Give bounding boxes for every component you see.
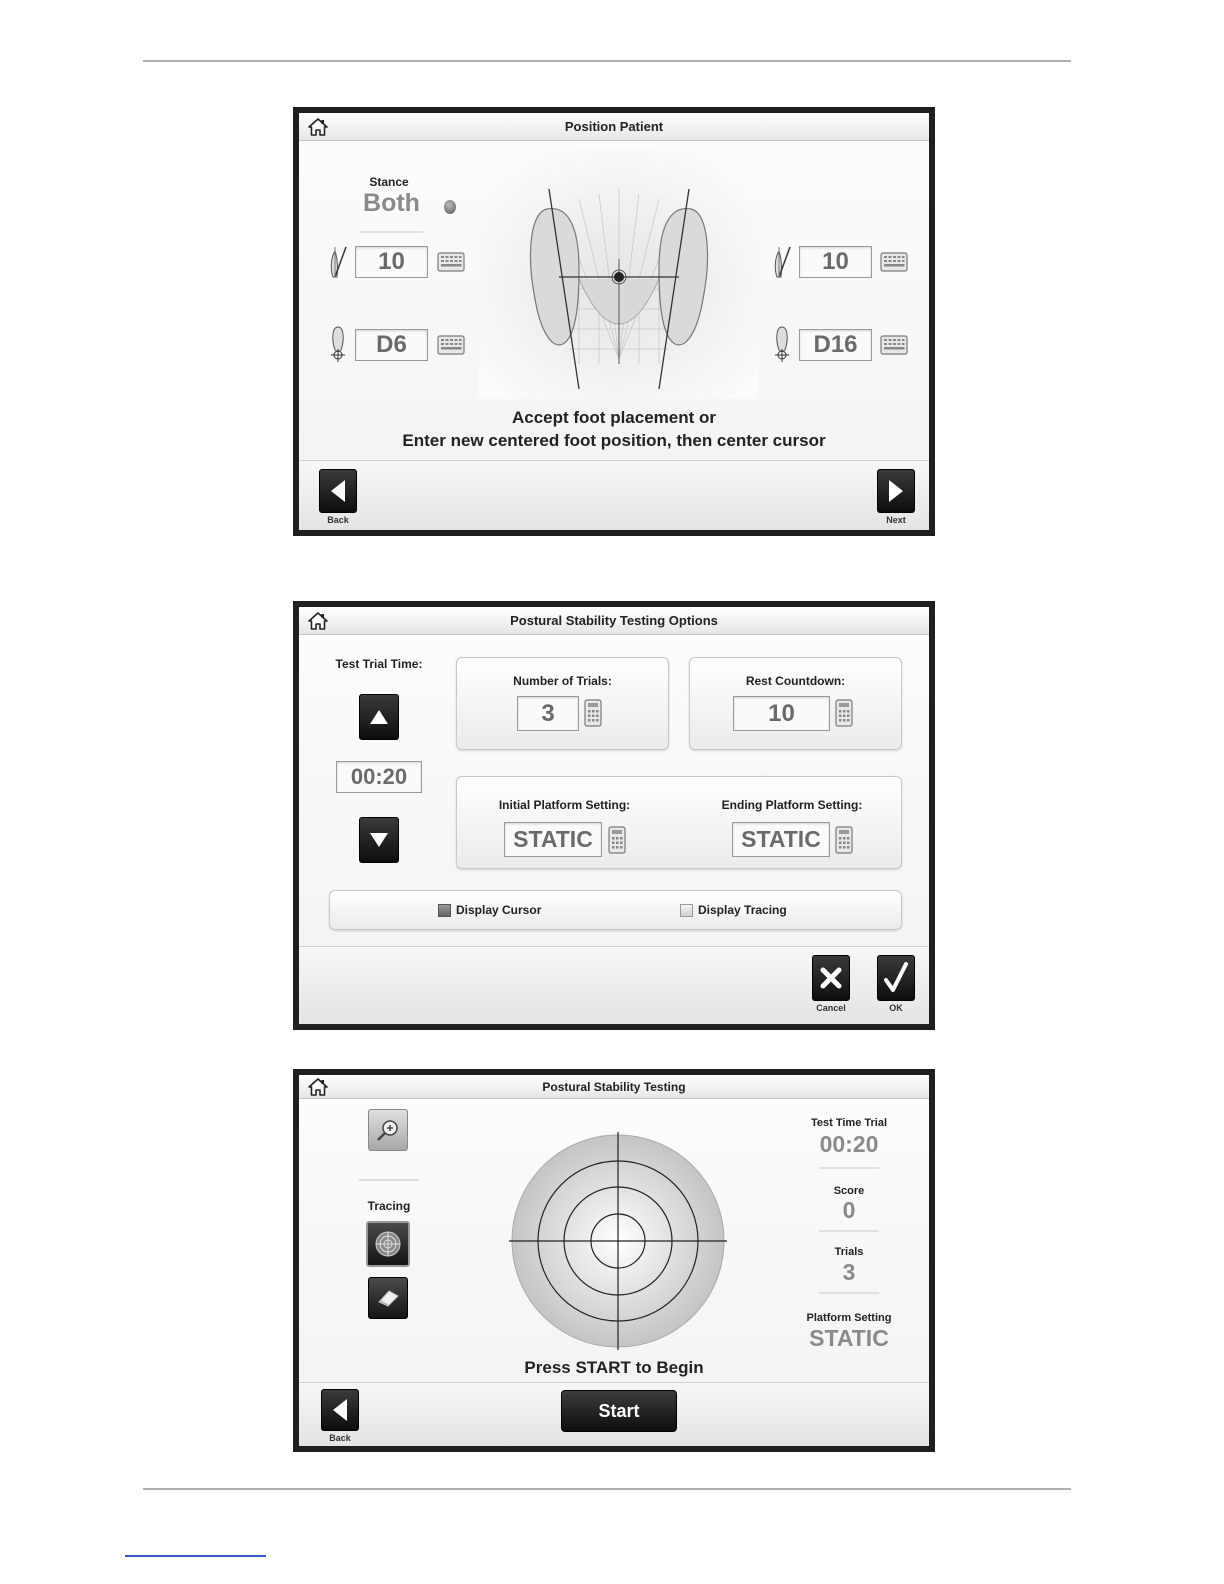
stats-divider	[819, 1167, 879, 1169]
eraser-icon	[375, 1288, 401, 1308]
initial-platform-label: Initial Platform Setting:	[498, 798, 631, 812]
cancel-label: Cancel	[816, 1003, 846, 1013]
page-title: Postural Stability Testing	[542, 1080, 686, 1094]
trial-time-label: Test Trial Time:	[335, 657, 423, 671]
arrow-left-icon	[330, 1397, 350, 1423]
stance-label: Stance	[369, 175, 409, 189]
position-patient-screen	[293, 107, 935, 536]
platform-settings-panel	[456, 776, 902, 869]
trial-time-field[interactable]: 00:20	[336, 761, 422, 793]
test-time-value: 00:20	[819, 1131, 879, 1157]
start-button[interactable]: Start	[561, 1390, 677, 1432]
screen-title-bar	[299, 1075, 929, 1099]
cancel-button[interactable]	[812, 955, 850, 1001]
back-label: Back	[327, 515, 349, 525]
foot-angle-left-icon	[327, 243, 351, 279]
arrow-right-icon	[886, 478, 906, 504]
keyboard-icon[interactable]	[880, 335, 908, 355]
tracing-label: Tracing	[367, 1199, 411, 1213]
zoom-in-icon	[375, 1117, 401, 1143]
calculator-icon[interactable]	[835, 699, 853, 727]
footer-link-underline[interactable]	[125, 1555, 266, 1557]
calculator-icon[interactable]	[608, 826, 626, 854]
keyboard-icon[interactable]	[880, 252, 908, 272]
display-cursor-checkbox[interactable]	[438, 904, 451, 917]
next-label: Next	[886, 515, 906, 525]
ok-label: OK	[889, 1003, 903, 1013]
right-position-field[interactable]: D16	[799, 329, 872, 361]
x-icon	[819, 966, 843, 990]
page-top-rule	[143, 60, 1071, 62]
calculator-icon[interactable]	[835, 826, 853, 854]
trials-value: 3	[842, 1259, 856, 1285]
ok-button[interactable]	[877, 955, 915, 1001]
zoom-divider	[359, 1179, 419, 1181]
navigation-bar	[299, 460, 929, 530]
foot-placement-diagram	[479, 149, 759, 399]
erase-tracing-button[interactable]	[368, 1277, 408, 1319]
stance-divider	[359, 231, 423, 233]
keyboard-icon[interactable]	[437, 335, 465, 355]
test-time-label: Test Time Trial	[810, 1117, 887, 1129]
zoom-button[interactable]	[368, 1109, 408, 1151]
ending-platform-field[interactable]: STATIC	[732, 822, 830, 857]
navigation-bar	[299, 1382, 929, 1446]
next-button[interactable]	[877, 469, 915, 513]
back-button[interactable]	[321, 1389, 359, 1431]
score-label: Score	[833, 1185, 865, 1197]
page-bottom-rule	[143, 1488, 1071, 1490]
arrow-up-icon	[368, 708, 390, 726]
screen-title-bar	[299, 113, 929, 141]
instruction-line-2: Enter new centered foot position, then center cursor	[402, 431, 826, 450]
display-options-panel	[329, 890, 902, 930]
rest-countdown-field[interactable]: 10	[733, 696, 830, 731]
right-angle-field[interactable]: 10	[799, 246, 872, 278]
tracing-target-icon	[373, 1229, 403, 1259]
left-position-field[interactable]: D6	[355, 329, 428, 361]
checkmark-icon	[883, 962, 909, 994]
number-of-trials-field[interactable]: 3	[517, 696, 579, 731]
instruction-line-1: Accept foot placement or	[511, 408, 717, 427]
foot-angle-right-icon	[771, 243, 795, 279]
back-label: Back	[329, 1433, 351, 1443]
screen-title-bar	[299, 607, 929, 635]
trials-label: Trials	[834, 1246, 864, 1258]
trial-time-up-button[interactable]	[359, 694, 399, 740]
initial-platform-field[interactable]: STATIC	[504, 822, 602, 857]
trial-time-down-button[interactable]	[359, 817, 399, 863]
home-icon[interactable]	[307, 611, 329, 631]
stance-indicator-icon[interactable]	[444, 200, 456, 214]
display-tracing-label[interactable]: Display Tracing	[698, 903, 787, 917]
page-title: Postural Stability Testing Options	[510, 613, 718, 628]
back-button[interactable]	[319, 469, 357, 513]
arrow-left-icon	[328, 478, 348, 504]
stats-divider	[819, 1230, 879, 1232]
foot-position-right-icon	[771, 325, 793, 363]
foot-position-left-icon	[327, 325, 349, 363]
keyboard-icon[interactable]	[437, 252, 465, 272]
left-angle-field[interactable]: 10	[355, 246, 428, 278]
stats-divider	[819, 1292, 879, 1294]
rest-countdown-panel	[689, 657, 902, 750]
stance-value[interactable]: Both	[363, 189, 420, 217]
calculator-icon[interactable]	[584, 699, 602, 727]
number-of-trials-label: Number of Trials:	[513, 674, 612, 688]
ending-platform-label: Ending Platform Setting:	[721, 798, 863, 812]
platform-setting-label: Platform Setting	[806, 1312, 892, 1324]
number-of-trials-panel	[456, 657, 669, 750]
action-bar	[299, 946, 929, 1024]
tracing-toggle-button[interactable]	[366, 1221, 410, 1267]
home-icon[interactable]	[307, 1077, 329, 1097]
stability-testing-screen	[293, 1069, 935, 1452]
display-tracing-checkbox[interactable]	[680, 904, 693, 917]
stability-target	[509, 1132, 727, 1350]
platform-setting-value: STATIC	[809, 1325, 889, 1351]
testing-options-screen	[293, 601, 935, 1030]
page-title: Position Patient	[564, 119, 664, 134]
start-prompt: Press START to Begin	[524, 1358, 704, 1377]
home-icon[interactable]	[307, 117, 329, 137]
rest-countdown-label: Rest Countdown:	[745, 674, 846, 688]
arrow-down-icon	[368, 831, 390, 849]
score-value: 0	[842, 1197, 856, 1223]
display-cursor-label[interactable]: Display Cursor	[456, 903, 542, 917]
